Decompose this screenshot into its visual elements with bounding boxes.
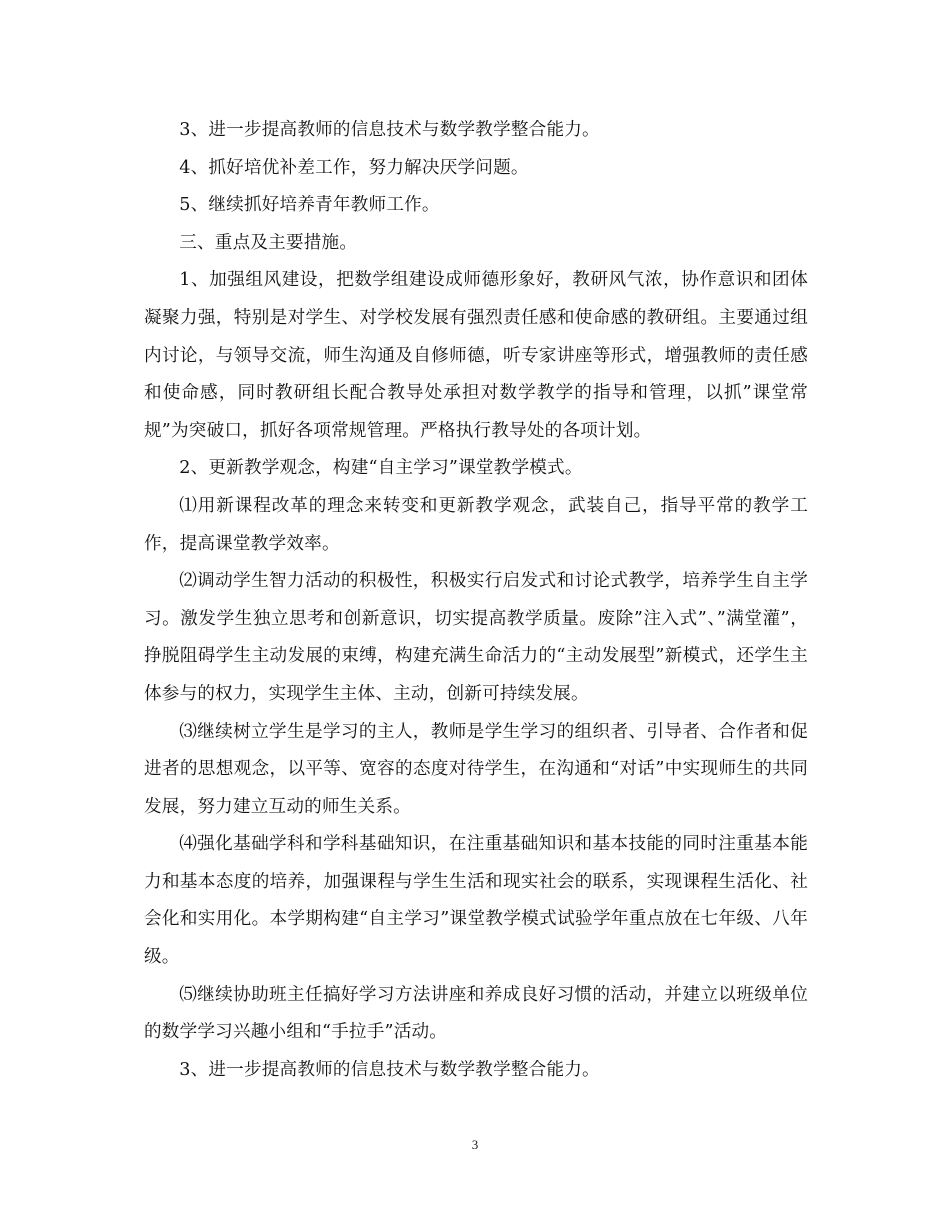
paragraph-subitem-3: ⑶继续树立学生是学习的主人，教师是学生学习的组织者、引导者、合作者和促进者的思想观念，以平等、宽容的态度对待学生，在沟通和“对话”中实现师生的共同发展，努力建立互动的师生关系。 — [144, 721, 808, 817]
paragraph-goal-4: 4、抓好培优补差工作，努力解决厌学问题。 — [179, 157, 529, 178]
section-heading-measures: 三、重点及主要措施。 — [179, 232, 358, 253]
paragraph-subitem-5: ⑸继续协助班主任搞好学习方法讲座和养成良好习惯的活动，并建立以班级单位的数学学习兴趣小组和“手拉手”活动。 — [144, 984, 808, 1043]
paragraph-measure-2: 2、更新教学观念，构建“自主学习”课堂教学模式。 — [179, 458, 583, 479]
paragraph-measure-1: 1、加强组风建设，把数学组建设成师德形象好，教研风气浓，协作意识和团体凝聚力强，特别是对学生、对学校发展有强烈责任感和使命感的教研组。主要通过组内讨论，与领导交流，师生沟通及自修师德，听专家讲座等形式，增强教师的责任感和使命感，同时教研组长配合教导处承担对数学教学的指导和管理，以抓”课堂常规”为突破口，抓好各项常规管理。严格执行教导处的各项计划。 — [144, 270, 808, 441]
paragraph-subitem-2: ⑵调动学生智力活动的积极性，积极实行启发式和讨论式教学，培养学生自主学习。激发学生独立思考和创新意识，切实提高教学质量。废除”注入式”、”满堂灌”，挣脱阻碍学生主动发展的束缚，构建充满生命活力的“主动发展型”新模式，还学生主体参与的权力，实现学生主体、主动，创新可持续发展。 — [144, 571, 808, 704]
document-body — [144, 112, 808, 1089]
page-number: 3 — [471, 1137, 479, 1152]
paragraph-goal-3: 3、进一步提高教师的信息技术与数学教学整合能力。 — [179, 120, 600, 140]
paragraph-subitem-1: ⑴用新课程改革的理念来转变和更新教学观念，武装自己，指导平常的教学工作，提高课堂教学效率。 — [144, 495, 808, 554]
paragraph-goal-5: 5、继续抓好培养青年教师工作。 — [179, 195, 440, 216]
paragraph-measure-3: 3、进一步提高教师的信息技术与数学教学整合能力。 — [179, 1059, 600, 1080]
paragraph-subitem-4: ⑷强化基础学科和学科基础知识，在注重基础知识和基本技能的同时注重基本能力和基本态度的培养，加强课程与学生生活和现实社会的联系，实现课程生活化、社会化和实用化。本学期构建“自主学习”课堂教学模式试验学年重点放在七年级、八年级。 — [144, 834, 808, 968]
